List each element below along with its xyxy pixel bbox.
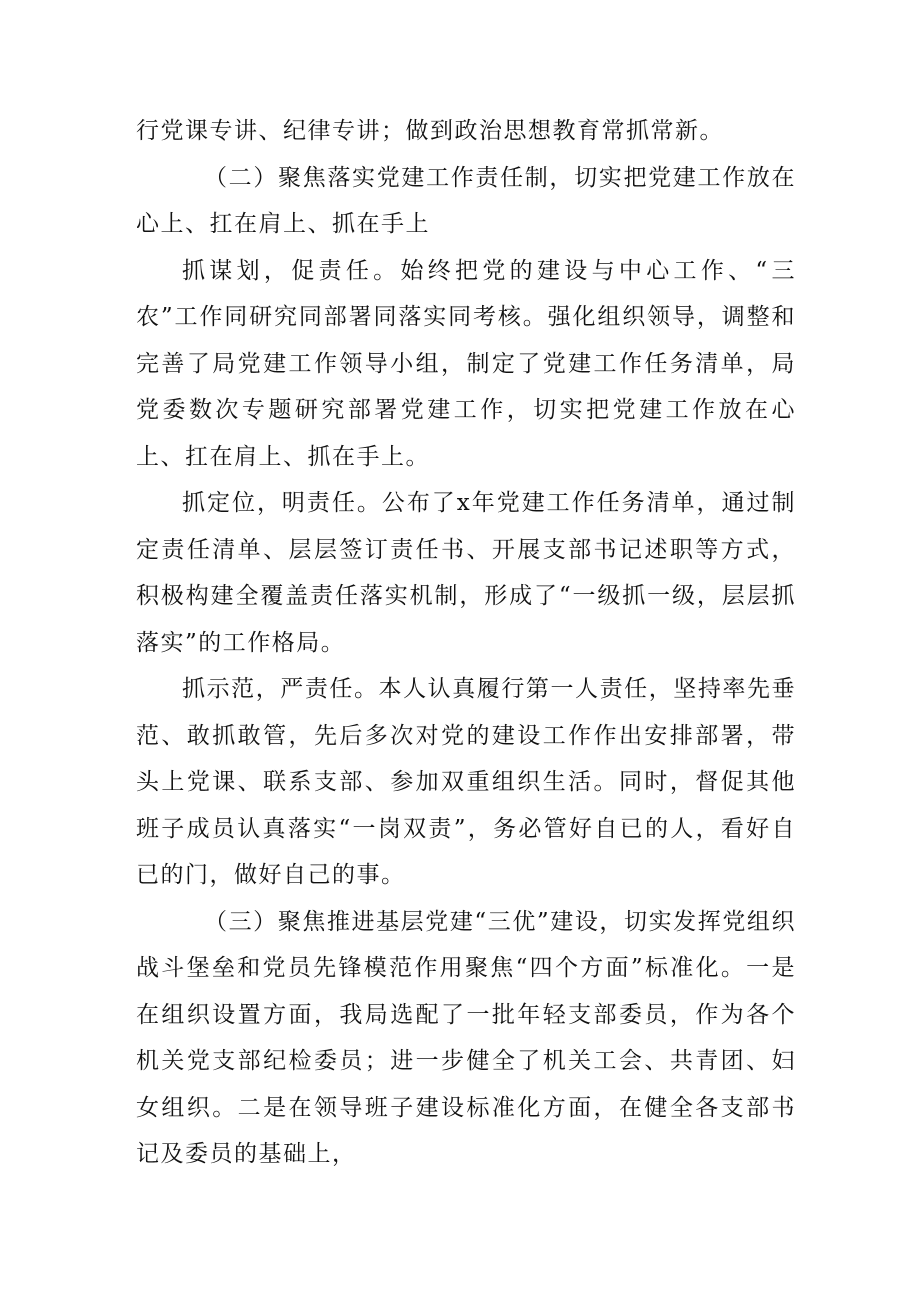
paragraph-planning: 抓谋划，促责任。始终把党的建设与中心工作、“三农”工作同研究同部署同落实同考核。强化组织领导，调整和完善了局党建工作领导小组，制定了党建工作任务清单，局党委数次专题研究部署党建工作，切实把党建工作放在心上、扛在肩上、抓在手上。	[136, 257, 796, 470]
section-heading-3: （三）聚焦推进基层党建“三优”建设，切实发挥党组织战斗堡垒和党员先锋模范作用聚焦“四个方面”标准化。一是在组织设置方面，我局选配了一批年轻支部委员，作为各个机关党支部纪检委员；进一步健全了机关工会、共青团、妇女组织。二是在领导班子建设标准化方面，在健全各支部书记及委员的基础上，	[136, 908, 796, 1167]
section-heading-2: （二）聚焦落实党建工作责任制，切实把党建工作放在心上、扛在肩上、抓在手上	[136, 164, 796, 237]
paragraph-demonstration: 抓示范，严责任。本人认真履行第一人责任，坚持率先垂范、敢抓敢管，先后多次对党的建设工作作出安排部署，带头上党课、联系支部、参加双重组织生活。同时，督促其他班子成员认真落实“一岗双责”，务必管好自已的人，看好自已的门，做好自己的事。	[136, 676, 796, 888]
paragraph-positioning: 抓定位，明责任。公布了x年党建工作任务清单，通过制定责任清单、层层签订责任书、开展支部书记述职等方式，积极构建全覆盖责任落实机制，形成了“一级抓一级，层层抓落实”的工作格局。	[136, 490, 796, 656]
paragraph-continued: 行党课专讲、纪律专讲；做到政治思想教育常抓常新。	[136, 118, 724, 144]
document-body	[136, 108, 796, 1178]
